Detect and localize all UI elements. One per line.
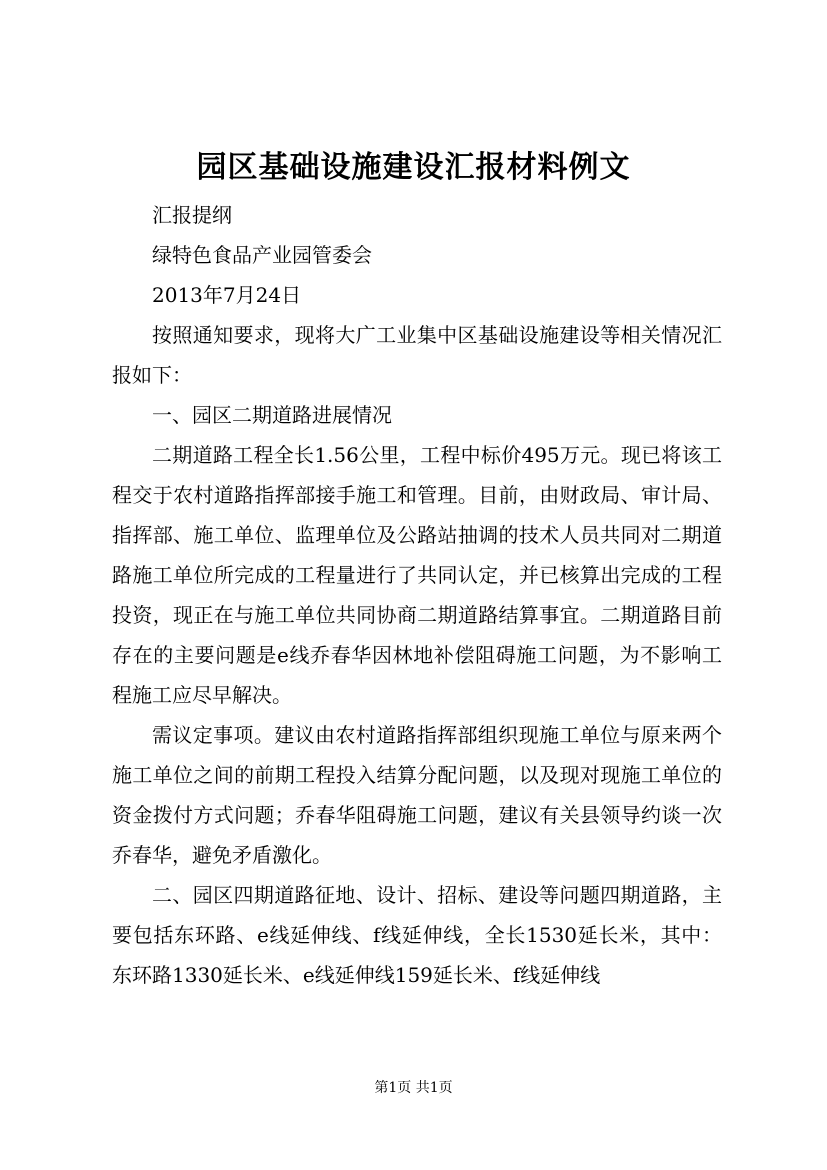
paragraph-outline-heading: 汇报提纲 — [152, 203, 232, 227]
paragraph-date: 2013年7月24日 — [152, 283, 302, 307]
section-heading-1: 一、园区二期道路进展情况 — [152, 403, 392, 427]
paragraph-phase4-road: 二、园区四期道路征地、设计、招标、建设等问题四期道路，主要包括东环路、e线延伸线、f线延伸线，全长1530延长米，其中：东环路1330延长米、e线延伸线159延长米、f线延伸线 — [112, 883, 722, 987]
document-body — [112, 195, 722, 995]
document-title: 园区基础设施建设汇报材料例文 — [196, 150, 631, 185]
paragraph-organization: 绿特色食品产业园管委会 — [152, 243, 372, 267]
page-footer: 第1页 共1页 — [374, 1080, 453, 1096]
paragraph-pending-items: 需议定事项。建议由农村道路指挥部组织现施工单位与原来两个施工单位之间的前期工程投入结算分配问题，以及现对现施工单位的资金拨付方式问题；乔春华阻碍施工问题，建议有关县领导约谈一次乔春华，避免矛盾激化。 — [112, 723, 722, 867]
paragraph-intro: 按照通知要求，现将大广工业集中区基础设施建设等相关情况汇报如下： — [112, 323, 722, 387]
paragraph-phase2-road: 二期道路工程全长1.56公里，工程中标价495万元。现已将该工程交于农村道路指挥部接手施工和管理。目前，由财政局、审计局、指挥部、施工单位、监理单位及公路站抽调的技术人员共同对二期道路施工单位所完成的工程量进行了共同认定，并已核算出完成的工程投资，现正在与施工单位共同协商二期道路结算事宜。二期道路目前存在的主要问题是e线乔春华因林地补偿阻碍施工问题，为不影响工程施工应尽早解决。 — [112, 443, 722, 707]
